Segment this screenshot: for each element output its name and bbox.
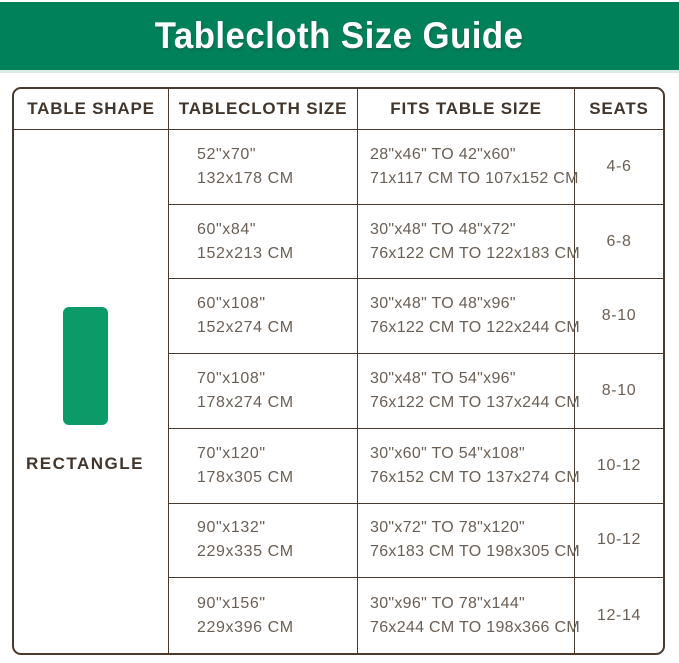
size-cm: 178x274 CM	[197, 393, 294, 411]
title-banner	[0, 2, 679, 73]
table-row-size	[169, 130, 358, 205]
table-row-seats: 10-12	[575, 429, 663, 504]
fits-inches: 28"x46" TO 42"x60"	[370, 145, 516, 163]
fits-cm: 76x122 CM TO 122x183 CM	[370, 244, 580, 262]
fits-cm: 76x244 CM TO 198x366 CM	[370, 618, 580, 636]
size-inches: 60"x84"	[197, 220, 257, 238]
column-header-fits-table-size: FITS TABLE SIZE	[358, 89, 575, 130]
table-row-seats: 4-6	[575, 130, 663, 205]
fits-cm: 76x122 CM TO 137x244 CM	[370, 393, 580, 411]
size-inches: 70"x108"	[197, 369, 266, 387]
size-guide-table	[12, 87, 665, 655]
table-row-size	[169, 354, 358, 429]
fits-inches: 30"x60" TO 54"x108"	[370, 444, 526, 462]
fits-inches: 30"x96" TO 78"x144"	[370, 594, 526, 612]
size-cm: 152x274 CM	[197, 319, 294, 337]
size-cm: 152x213 CM	[197, 244, 294, 262]
table-row-seats: 8-10	[575, 354, 663, 429]
table-row-fits	[358, 354, 580, 429]
size-inches: 90"x156"	[197, 594, 266, 612]
size-cm: 178x305 CM	[197, 468, 294, 486]
table-row-fits	[358, 429, 580, 504]
size-cm: 132x178 CM	[197, 169, 294, 187]
fits-cm: 76x122 CM TO 122x244 CM	[370, 319, 580, 337]
table-row-size	[169, 504, 358, 579]
fits-inches: 30"x48" TO 48"x72"	[370, 220, 516, 238]
table-row-size	[169, 429, 358, 504]
table-row-fits	[358, 578, 580, 653]
size-inches: 52"x70"	[197, 145, 257, 163]
table-shape-cell	[14, 130, 169, 653]
size-inches: 60"x108"	[197, 295, 266, 313]
fits-inches: 30"x48" TO 48"x96"	[370, 295, 516, 313]
fits-cm: 76x183 CM TO 198x305 CM	[370, 543, 580, 561]
table-row-fits	[358, 504, 580, 579]
table-row-size	[169, 578, 358, 653]
size-cm: 229x396 CM	[197, 618, 294, 636]
column-header-seats: SEATS	[575, 89, 663, 130]
fits-inches: 30"x48" TO 54"x96"	[370, 369, 516, 387]
column-header-table-shape: TABLE SHAPE	[14, 89, 169, 130]
column-header-tablecloth-size: TABLECLOTH SIZE	[169, 89, 358, 130]
fits-inches: 30"x72" TO 78"x120"	[370, 519, 526, 537]
table-row-size	[169, 205, 358, 280]
table-row-seats: 12-14	[597, 606, 641, 624]
fits-cm: 71x117 CM TO 107x152 CM	[370, 169, 579, 187]
table-row-size	[169, 279, 358, 354]
table-row-seats: 10-12	[575, 504, 663, 579]
table-row-seats: 8-10	[575, 279, 663, 354]
fits-cm: 76x152 CM TO 137x274 CM	[370, 468, 580, 486]
table-row-fits	[358, 279, 580, 354]
table-row-fits	[358, 205, 580, 280]
page-title: Tablecloth Size Guide	[155, 15, 524, 56]
shape-label: RECTANGLE	[25, 453, 144, 473]
table-row-fits	[358, 130, 579, 205]
table-row-seats: 6-8	[575, 205, 663, 280]
size-cm: 229x335 CM	[197, 543, 294, 561]
size-inches: 90"x132"	[197, 519, 266, 537]
size-inches: 70"x120"	[197, 444, 266, 462]
rectangle-shape-icon	[63, 307, 108, 425]
